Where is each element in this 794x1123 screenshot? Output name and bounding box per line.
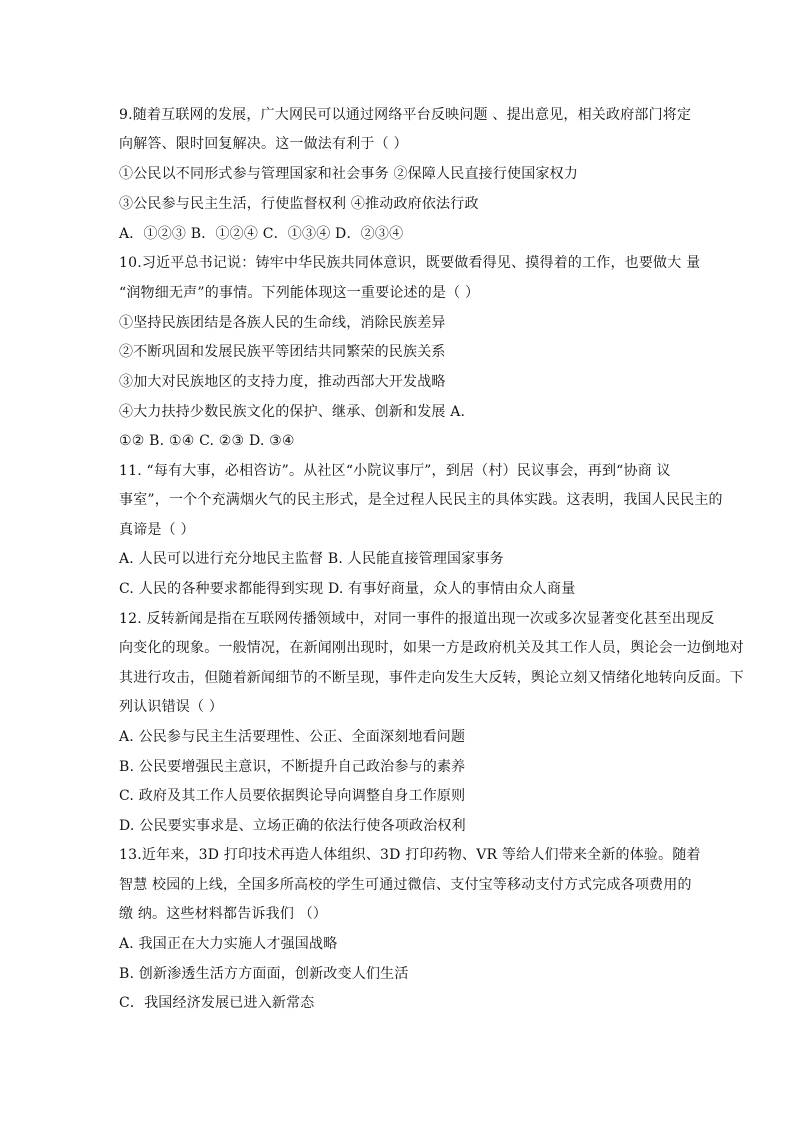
q9-choices: A．①②③ B．①②④ C．①③④ D．②③④ [119, 226, 404, 242]
q10-statement-3: ③加大对民族地区的支持力度，推动西部大开发战略 [119, 374, 446, 390]
q12-choice-b: B. 公民要增强民主意识，不断提升自己政治参与的素养 [119, 759, 466, 775]
q13-stem-line-1: 13.近年来，3D 打印技术再造人体组织、3D 打印药物、VR 等给人们带来全新的体验。随着 [119, 847, 701, 863]
q12-stem-line-2: 向变化的现象。一般情况，在新闻刚出现时，如果一方是政府机关及其工作人员，舆论会一边倒地对 [119, 640, 744, 656]
q10-statement-4: ④大力扶持少数民族文化的保护、继承、创新和发展 A. [119, 404, 466, 420]
q13-stem-line-2: 智慧 校园的上线，全国多所高校的学生可通过微信、支付宝等移动支付方式完成各项费用的 [119, 877, 692, 893]
q13-choice-c: C．我国经济发展已进入新常态 [119, 995, 315, 1011]
q12-stem-line-1: 12. 反转新闻是指在互联网传播领域中，对同一事件的报道出现一次或多次显著变化甚至出现反 [119, 611, 715, 627]
q10-statement-2: ②不断巩固和发展民族平等团结共同繁荣的民族关系 [119, 344, 446, 360]
q12-stem-line-4: 列认识错误（ ） [119, 699, 224, 715]
q9-stem-line-2: 向解答、限时回复解决。这一做法有利于（ ） [119, 136, 408, 152]
q9-stem-line-1: 9.随着互联网的发展，广大网民可以通过网络平台反映问题 、提出意见，相关政府部门将定 [119, 107, 692, 123]
q13-stem-line-3: 缴 纳。这些材料都告诉我们 （） [119, 906, 328, 922]
q11-stem-line-1: 11. “每有大事，必相咨访”。从社区“小院议事厅”，到居（村）民议事会，再到“协商 议 [119, 463, 671, 479]
q11-stem-line-2: 事室”，一个个充满烟火气的民主形式，是全过程人民民主的具体实践。这表明，我国人民民主的 [119, 492, 723, 508]
q12-stem-line-3: 其进行攻击，但随着新闻细节的不断呈现，事件走向发生大反转，舆论立刻又情绪化地转向反面。下 [119, 670, 744, 686]
q11-choices-a-b: A. 人民可以进行充分地民主监督 B. 人民能直接管理国家事务 [119, 551, 504, 567]
q9-statements-1-2: ①公民以不同形式参与管理国家和社会事务 ②保障人民直接行使国家权力 [119, 166, 579, 182]
q13-choice-a: A. 我国正在大力实施人才强国战略 [119, 936, 338, 952]
q10-stem-line-1: 10.习近平总书记说：铸牢中华民族共同体意识，既要做看得见、摸得着的工作，也要做大 量 [119, 255, 701, 271]
q11-stem-line-3: 真谛是（ ） [119, 522, 195, 538]
q12-choice-a: A. 公民参与民主生活要理性、公正、全面深刻地看问题 [119, 729, 466, 745]
q10-choices: ①② B. ①④ C. ②③ D. ③④ [119, 433, 295, 449]
q11-choices-c-d: C. 人民的各种要求都能得到实现 D. 有事好商量，众人的事情由众人商量 [119, 581, 576, 597]
q12-choice-d: D. 公民要实事求是、立场正确的依法行使各项政治权利 [119, 818, 466, 834]
q13-choice-b: B. 创新渗透生活方方面面，创新改变人们生活 [119, 966, 409, 982]
q10-statement-1: ①坚持民族团结是各族人民的生命线，消除民族差异 [119, 315, 446, 331]
q10-stem-line-2: “润物细无声”的事情。下列能体现这一重要论述的是（ ） [119, 285, 480, 301]
q9-statements-3-4: ③公民参与民主生活，行使监督权利 ④推动政府依法行政 [119, 196, 479, 212]
q12-choice-c: C. 政府及其工作人员要依据舆论导向调整自身工作原则 [119, 788, 466, 804]
